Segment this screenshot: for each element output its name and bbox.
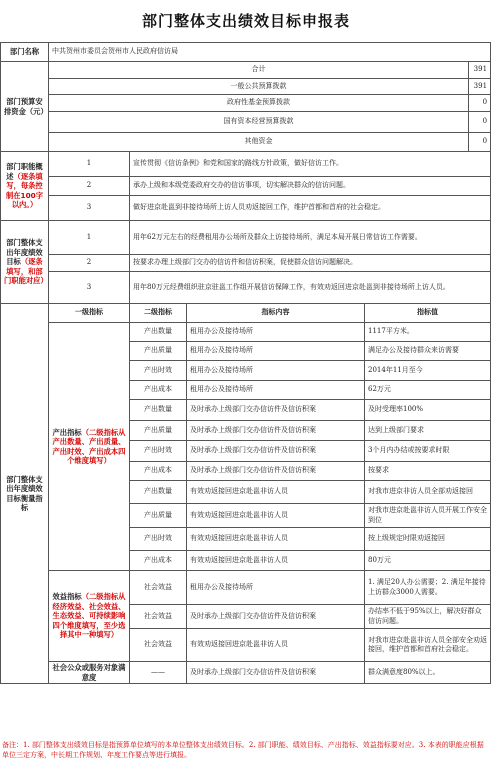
header-level1: 一级指标 (49, 304, 130, 323)
output-indicator-label-instruction: （二级指标从产出数量、产出质量、产出时效、产出成本四个维度填写） (52, 427, 126, 465)
indicator-content: 租用办公及接待场所 (187, 342, 365, 361)
duty-number: 1 (49, 152, 130, 177)
indicator-level2: 产出质量 (130, 504, 187, 528)
indicator-level2: 社会效益 (130, 605, 187, 629)
report-table (0, 42, 491, 684)
indicator-content: 租用办公及接待场所 (187, 323, 365, 342)
budget-item-name: 国有资本经营预算拨款 (49, 112, 469, 133)
goal-text: 按要求办理上级部门交办的信访件和信访积案，促使群众信访问题解决。 (130, 255, 491, 272)
indicator-value: 办结率不低于95%以上，解决好群众信访问题。 (365, 605, 491, 629)
dept-label: 部门名称 (1, 43, 49, 62)
duty-text: 宣传贯彻《信访条例》和党和国家的路线方针政策，做好信访工作。 (130, 152, 491, 177)
output-indicator-label (49, 323, 130, 571)
header-level2: 二级指标 (130, 304, 187, 323)
indicator-level2: 产出时效 (130, 528, 187, 551)
indicator-level2: 产出时效 (130, 441, 187, 462)
indicator-level2: 产出成本 (130, 551, 187, 571)
duty-row (1, 152, 491, 177)
budget-item-value: 0 (469, 95, 491, 112)
budget-item-value: 391 (469, 79, 491, 95)
duty-text: 做好进京赴邕到非接待场所上访人员劝返接回工作，维护首都和首府的社会稳定。 (130, 196, 491, 221)
budget-item-name: 一般公共预算拨款 (49, 79, 469, 95)
benefit-indicator-label-instruction: （二级指标从经济效益、社会效益、生态效益、可持续影响四个维度填写，至少选择其中一种填写） (52, 592, 126, 640)
goal-row (1, 272, 491, 304)
indicator-content: 有效劝返接回进京赴邕非访人员 (187, 629, 365, 662)
indicator-header-row (1, 304, 491, 323)
indicator-content: 租用办公及接待场所 (187, 381, 365, 400)
indicator-level2: 产出数量 (130, 400, 187, 421)
indicator-level2: 社会效益 (130, 629, 187, 662)
indicator-level2: 产出成本 (130, 381, 187, 400)
goal-number: 2 (49, 255, 130, 272)
duty-number: 2 (49, 177, 130, 196)
indicator-value: 2014年11月至今 (365, 361, 491, 381)
indicator-content: 及时承办上级部门交办信访件及信访积案 (187, 462, 365, 481)
dept-row (1, 43, 491, 62)
indicator-content: 有效劝返接回进京赴邕非访人员 (187, 481, 365, 504)
indicator-value: 对我市进京赴邕非访人员开展工作安全到位 (365, 504, 491, 528)
indicator-content: 有效劝返接回进京赴邕非访人员 (187, 528, 365, 551)
goals-label-instruction: （逐条填写，和部门职能对应） (4, 257, 48, 286)
indicator-level2: 社会效益 (130, 571, 187, 605)
header-content: 指标内容 (187, 304, 365, 323)
duties-label-text: 部门职能概述 (6, 162, 43, 181)
indicator-content: 有效劝返接回进京赴邕非访人员 (187, 504, 365, 528)
goals-label (1, 221, 49, 304)
budget-row (1, 133, 491, 152)
indicator-content: 及时承办上级部门交办信访件及信访积案 (187, 400, 365, 421)
budget-row (1, 95, 491, 112)
indicator-value: 满足办公及接待群众来访需要 (365, 342, 491, 361)
budget-row (1, 62, 491, 79)
output-indicator-row (1, 323, 491, 342)
indicator-value: 3个月内办结或按要求时限 (365, 441, 491, 462)
satisfaction-row (1, 662, 491, 684)
budget-item-value: 0 (469, 133, 491, 152)
goal-number: 1 (49, 221, 130, 255)
budget-item-name: 合计 (49, 62, 469, 79)
goal-text: 用年62万元左右的经费租用办公场所及群众上访接待场所，满足本局开展日常信访工作需要。 (130, 221, 491, 255)
indicator-content: 及时承办上级部门交办信访件及信访积案 (187, 605, 365, 629)
indicator-value: 按要求 (365, 462, 491, 481)
indicator-value: 对我市进京赴邕非访人员全部安全劝返接回，维护首都和首府社会稳定。 (365, 629, 491, 662)
budget-row (1, 112, 491, 133)
goal-row (1, 221, 491, 255)
indicator-value: 1. 满足20人办公需要；2. 满足年接待上访群众3000人需要。 (365, 571, 491, 605)
budget-item-name: 政府性基金预算拨款 (49, 95, 469, 112)
indicator-value: 按上级规定时限劝返接回 (365, 528, 491, 551)
indicator-value: 及时受理率100% (365, 400, 491, 421)
satisfaction-content: 及时承办上级部门交办信访件及信访积案 (187, 662, 365, 684)
indicator-content: 租用办公及接待场所 (187, 571, 365, 605)
indicator-value: 对我市进京非访人员全部劝返接回 (365, 481, 491, 504)
indicator-level2: 产出成本 (130, 462, 187, 481)
dept-value: 中共贺州市委员会贺州市人民政府信访局 (49, 43, 491, 62)
budget-row (1, 79, 491, 95)
duty-row (1, 177, 491, 196)
benefit-indicator-label-text: 效益指标 (52, 592, 82, 602)
satisfaction-label: 社会公众或服务对象满意度 (49, 662, 130, 684)
indicator-content: 及时承办上级部门交办信访件及信访积案 (187, 441, 365, 462)
indicator-value: 80万元 (365, 551, 491, 571)
header-value: 指标值 (365, 304, 491, 323)
indicator-value: 1117平方米。 (365, 323, 491, 342)
duties-label (1, 152, 49, 221)
indicator-level2: 产出质量 (130, 421, 187, 441)
indicator-value: 62万元 (365, 381, 491, 400)
indicator-content: 及时承办上级部门交办信访件及信访积案 (187, 421, 365, 441)
benefit-indicator-row (1, 571, 491, 605)
footnote: 备注：1. 部门整体支出绩效目标是指预算单位填写的本单位整体支出绩效目标。2. 部门职能、绩效目标、产出指标、效益指标要对应。3. 本表的职能应根据单位三定方案，中长期工作规划、年度工作要点等进行填报。 (2, 741, 484, 760)
duties-label-instruction: （逐条填写，每条控制在100字以内。） (5, 171, 44, 210)
indicator-level2: 产出数量 (130, 481, 187, 504)
goal-row (1, 255, 491, 272)
budget-item-value: 391 (469, 62, 491, 79)
report-table-body (1, 43, 491, 684)
duty-text: 承办上级和本级党委政府交办的信访事项，切实解决群众的信访问题。 (130, 177, 491, 196)
goal-number: 3 (49, 272, 130, 304)
satisfaction-value: 群众满意度80%以上。 (365, 662, 491, 684)
indicator-level2: 产出质量 (130, 342, 187, 361)
duty-row (1, 196, 491, 221)
goals-label-text: 部门整体支出年度绩效目标 (6, 238, 43, 267)
output-indicator-label-text: 产出指标 (52, 427, 82, 437)
benefit-indicator-label (49, 571, 130, 662)
indicator-content: 租用办公及接待场所 (187, 361, 365, 381)
budget-item-name: 其他资金 (49, 133, 469, 152)
page-title: 部门整体支出绩效目标申报表 (141, 12, 350, 30)
indicators-label: 部门整体支出年度绩效目标衡量指标 (1, 304, 49, 684)
indicator-content: 有效劝返接回进京赴邕非访人员 (187, 551, 365, 571)
duty-number: 3 (49, 196, 130, 221)
budget-item-value: 0 (469, 112, 491, 133)
indicator-level2: 产出时效 (130, 361, 187, 381)
satisfaction-level2: —— (130, 662, 187, 684)
indicator-level2: 产出数量 (130, 323, 187, 342)
indicator-value: 达到上级部门要求 (365, 421, 491, 441)
goal-text: 用年80万元经费组织驻京驻邕工作组开展信访保障工作，有效劝返回进京赴邕到非接待场所上访人员。 (130, 272, 491, 304)
budget-label: 部门预算安排资金（元） (1, 62, 49, 152)
